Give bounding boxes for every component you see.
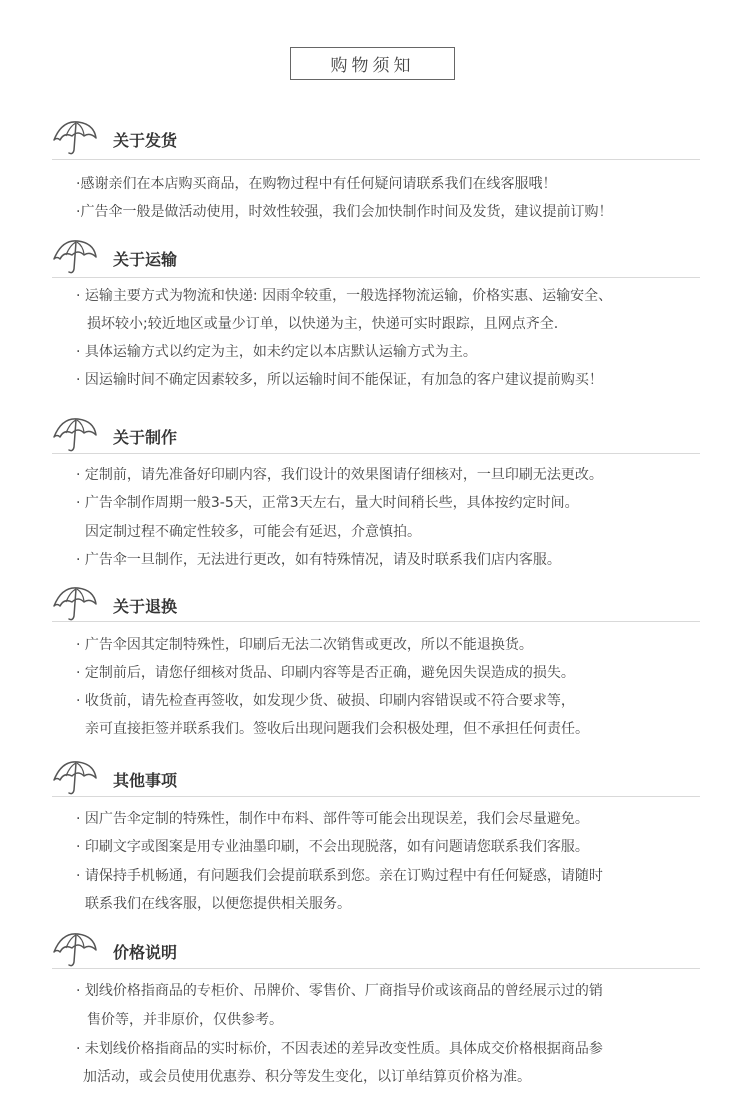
section-line: 联系我们在线客服，以便您提供相关服务。: [85, 896, 351, 912]
section-title: 价格说明: [113, 943, 178, 962]
umbrella-icon: [52, 118, 98, 158]
section-transport: [0, 237, 750, 407]
section-line: · 划线价格指商品的专柜价、吊牌价、零售价、厂商指导价或该商品的曾经展示过的销: [76, 983, 603, 999]
section-line: · 广告伞制作周期一般3-5天，正常3天左右，量大时间稍长些，具体按约定时间。: [76, 495, 579, 511]
section-shipping: [0, 118, 750, 228]
section-title: 其他事项: [113, 771, 178, 790]
section-line: · 印刷文字或图案是用专业油墨印刷，不会出现脱落，如有问题请您联系我们客服。: [76, 839, 589, 855]
section-line: · 具体运输方式以约定为主，如未约定以本店默认运输方式为主。: [76, 344, 477, 360]
divider: [52, 621, 700, 622]
umbrella-icon: [52, 237, 98, 277]
section-header: [52, 930, 700, 970]
page-title: 购物须知: [290, 47, 455, 80]
umbrella-icon: [52, 930, 98, 970]
section-header: [52, 758, 700, 798]
section-line: 售价等，并非原价，仅供参考。: [87, 1012, 283, 1028]
section-line: · 收货前，请先检查再签收，如发现少货、破损、印刷内容错误或不符合要求等，: [76, 693, 575, 709]
section-line: · 未划线价格指商品的实时标价，不因表述的差异改变性质。具体成交价格根据商品参: [76, 1041, 603, 1057]
section-line: 亲可直接拒签并联系我们。签收后出现问题我们会积极处理，但不承担任何责任。: [85, 721, 589, 737]
section-title: 关于退换: [113, 597, 178, 616]
section-header: [52, 237, 700, 277]
section-header: [52, 118, 700, 158]
umbrella-icon: [52, 415, 98, 455]
section-other: [0, 758, 750, 923]
umbrella-icon: [52, 758, 98, 798]
umbrella-icon: [52, 584, 98, 624]
divider: [52, 453, 700, 454]
section-line: · 请保持手机畅通，有问题我们会提前联系到您。亲在订购过程中有任何疑惑，请随时: [76, 868, 603, 884]
divider: [52, 277, 700, 278]
section-production: [0, 415, 750, 580]
section-line: ·广告伞一般是做活动使用，时效性较强，我们会加快制作时间及发货，建议提前订购！: [76, 204, 613, 220]
section-line: · 运输主要方式为物流和快递: 因雨伞较重，一般选择物流运输，价格实惠、运输安全、: [76, 288, 613, 304]
section-line: · 定制前，请先准备好印刷内容，我们设计的效果图请仔细核对，一旦印刷无法更改。: [76, 467, 603, 483]
section-line: · 定制前后，请您仔细核对货品、印刷内容等是否正确，避免因失误造成的损失。: [76, 665, 575, 681]
section-header: [52, 415, 700, 455]
section-line: 因定制过程不确定性较多，可能会有延迟，介意慎拍。: [85, 524, 421, 540]
section-header: [52, 584, 700, 624]
divider: [52, 796, 700, 797]
section-line: · 因广告伞定制的特殊性，制作中布料、部件等可能会出现误差，我们会尽量避免。: [76, 811, 589, 827]
section-line: · 广告伞因其定制特殊性，印刷后无法二次销售或更改，所以不能退换货。: [76, 637, 533, 653]
section-line: 加活动，或会员使用优惠券、积分等发生变化，以订单结算页价格为准。: [83, 1069, 531, 1085]
section-title: 关于发货: [113, 131, 178, 150]
section-line: · 因运输时间不确定因素较多，所以运输时间不能保证，有加急的客户建议提前购买！: [76, 372, 603, 388]
section-line: ·感谢亲们在本店购买商品，在购物过程中有任何疑问请联系我们在线客服哦！: [76, 176, 557, 192]
section-title: 关于制作: [113, 428, 178, 447]
section-title: 关于运输: [113, 250, 178, 269]
divider: [52, 968, 700, 969]
divider: [52, 159, 700, 160]
section-returns: [0, 584, 750, 749]
section-line: · 广告伞一旦制作，无法进行更改，如有特殊情况，请及时联系我们店内客服。: [76, 552, 561, 568]
section-line: 损坏较小;较近地区或量少订单，以快递为主，快递可实时跟踪，且网点齐全.: [87, 316, 559, 332]
section-pricing: [0, 930, 750, 1095]
